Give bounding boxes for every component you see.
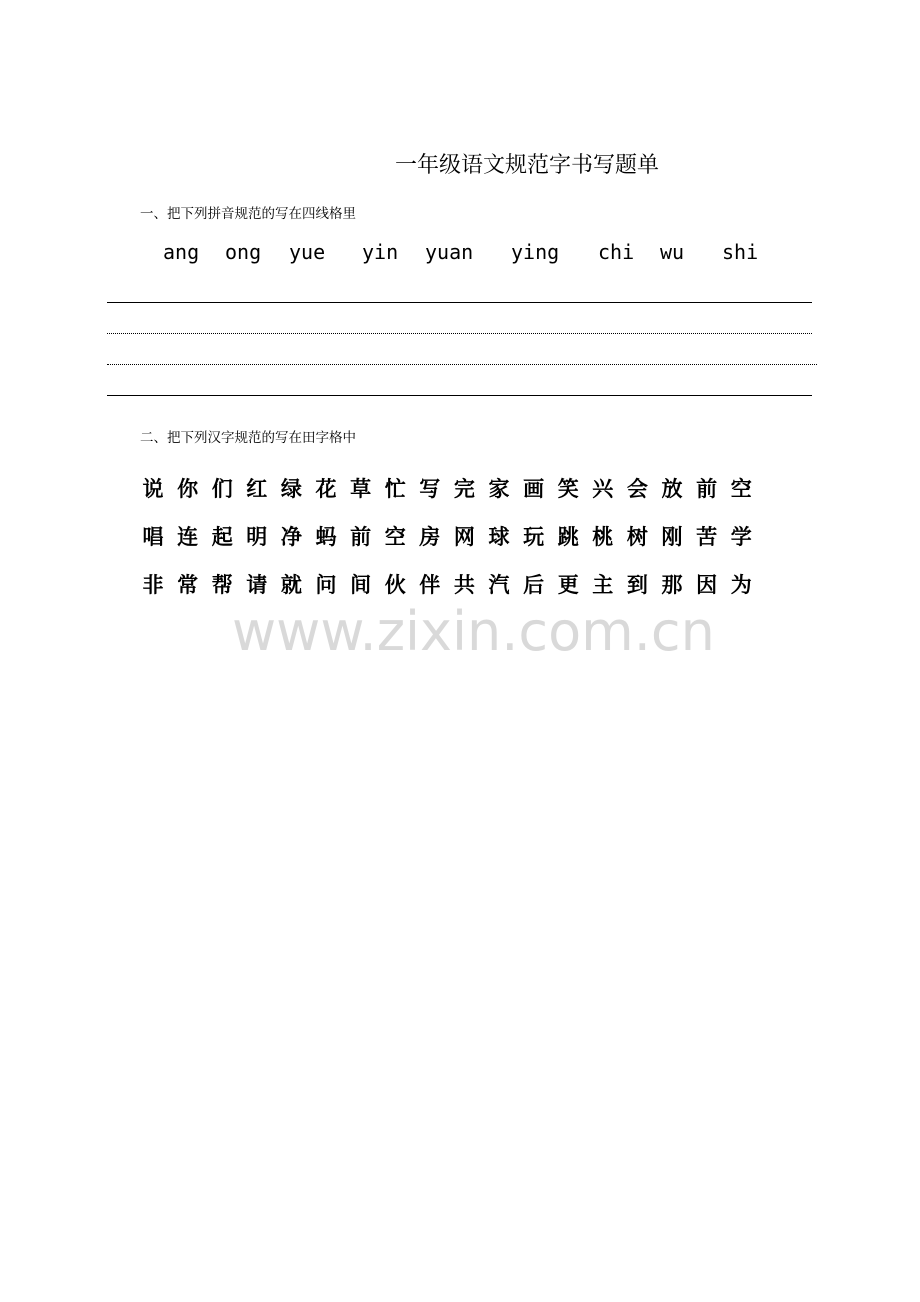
hanzi-character: 问 [315, 573, 337, 597]
hanzi-character: 蚂 [315, 525, 337, 549]
hanzi-character: 到 [626, 573, 648, 597]
hanzi-character: 主 [592, 573, 614, 597]
hanzi-character: 桃 [592, 525, 614, 549]
hanzi-character: 汽 [488, 573, 510, 597]
hanzi-character: 树 [626, 525, 648, 549]
hanzi-character: 起 [211, 525, 233, 549]
hanzi-character: 净 [280, 525, 302, 549]
hanzi-character: 常 [177, 573, 199, 597]
hanzi-character: 跳 [557, 525, 579, 549]
hanzi-character: 网 [453, 525, 475, 549]
hanzi-character: 房 [419, 525, 441, 549]
hanzi-character: 帮 [211, 573, 233, 597]
hanzi-character: 会 [626, 477, 648, 501]
hanzi-character: 更 [557, 573, 579, 597]
hanzi-character: 空 [730, 477, 752, 501]
hanzi-character: 花 [315, 477, 337, 501]
hanzi-character: 唱 [142, 525, 164, 549]
page-title: 一年级语文规范字书写题单 [395, 153, 660, 178]
hanzi-character: 因 [696, 573, 718, 597]
hanzi-character: 伴 [419, 573, 441, 597]
four-line-grid-second-line [107, 333, 812, 334]
hanzi-character: 那 [661, 573, 683, 597]
pinyin-item: chi [598, 240, 635, 264]
pinyin-item: ying [511, 240, 560, 264]
four-line-grid-top-line [107, 302, 812, 303]
section-1-instruction: 一、把下列拼音规范的写在四线格里 [140, 206, 356, 222]
hanzi-character: 间 [350, 573, 372, 597]
hanzi-character: 红 [246, 477, 268, 501]
hanzi-character: 就 [280, 573, 302, 597]
hanzi-character: 兴 [592, 477, 614, 501]
hanzi-character: 明 [246, 525, 268, 549]
pinyin-item: wu [660, 240, 685, 264]
hanzi-character: 草 [350, 477, 372, 501]
hanzi-character: 画 [523, 477, 545, 501]
hanzi-character: 玩 [523, 525, 545, 549]
hanzi-character: 连 [177, 525, 199, 549]
hanzi-character: 后 [523, 573, 545, 597]
hanzi-character: 苦 [696, 525, 718, 549]
pinyin-item: ong [225, 240, 262, 264]
hanzi-character: 绿 [280, 477, 302, 501]
hanzi-character: 非 [142, 573, 164, 597]
hanzi-character: 为 [730, 573, 752, 597]
pinyin-item: yue [289, 240, 326, 264]
hanzi-character: 笑 [557, 477, 579, 501]
hanzi-character: 学 [730, 525, 752, 549]
four-line-grid-bottom-line [107, 395, 812, 396]
hanzi-character: 空 [384, 525, 406, 549]
hanzi-character: 共 [453, 573, 475, 597]
hanzi-character: 伙 [384, 573, 406, 597]
hanzi-character: 请 [246, 573, 268, 597]
pinyin-item: ang [163, 240, 200, 264]
pinyin-item: yuan [425, 240, 474, 264]
hanzi-character: 说 [142, 477, 164, 501]
hanzi-character: 放 [661, 477, 683, 501]
pinyin-item: shi [722, 240, 759, 264]
watermark: www.zixin.com.cn [232, 600, 715, 663]
hanzi-character: 家 [488, 477, 510, 501]
hanzi-character: 你 [177, 477, 199, 501]
hanzi-character: 前 [696, 477, 718, 501]
hanzi-character: 们 [211, 477, 233, 501]
hanzi-character: 球 [488, 525, 510, 549]
hanzi-character: 完 [453, 477, 475, 501]
hanzi-character: 前 [350, 525, 372, 549]
hanzi-character: 忙 [384, 477, 406, 501]
hanzi-character: 刚 [661, 525, 683, 549]
pinyin-item: yin [362, 240, 399, 264]
section-2-instruction: 二、把下列汉字规范的写在田字格中 [140, 430, 356, 446]
four-line-grid-third-line [107, 364, 817, 365]
hanzi-character: 写 [419, 477, 441, 501]
